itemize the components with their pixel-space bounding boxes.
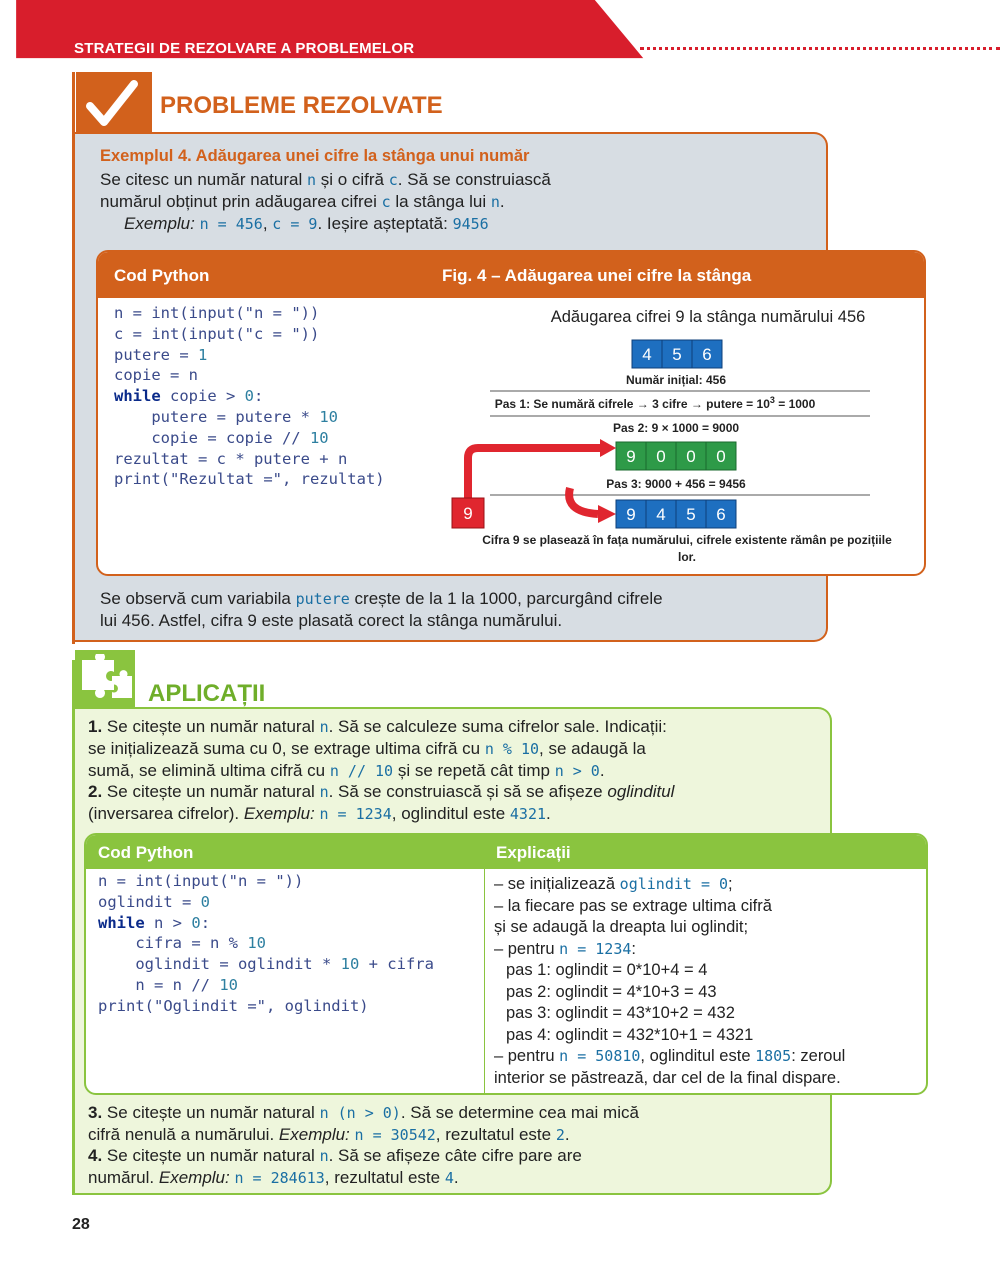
digit: 0 (686, 447, 696, 466)
added-digit: 9 (463, 504, 473, 523)
problem-1-line-1: 1. Se citește un număr natural n. Să se calculeze suma cifrelor sale. Indicații: (88, 717, 667, 736)
expl-step: pas 3: oglindit = 43*10+2 = 432 (506, 1004, 735, 1022)
expl-line: interior se păstrează, dar cel de la final dispare. (494, 1068, 841, 1087)
observation-line-2: lui 456. Astfel, cifra 9 este plasată corect la stânga numărului. (100, 611, 563, 630)
figure-caption-end: lor. (677, 550, 697, 564)
initial-digits (632, 340, 722, 368)
section-title: APLICAȚII (148, 680, 266, 707)
expl-line: – la fiecare pas se extrage ultima cifră (494, 896, 772, 915)
figure-title: Adăugarea cifrei 9 la stânga numărului 456 (550, 308, 866, 326)
step2-label: Pas 2: 9 × 1000 = 9000 (612, 421, 740, 435)
puzzle-icon (78, 654, 134, 706)
problem-2-line-1: 2. Se citește un număr natural n. Să se construiască și să se afișeze oglinditul (88, 782, 675, 801)
explanation-header: Explicații (496, 843, 571, 862)
problem-1-line-2: se inițializează suma cu 0, se extrage ultima cifră cu n % 10, se adaugă la (88, 739, 646, 758)
python-code-block: n = int(input("n = ")) c = int(input("c = ")) putere = 1 copie = n while copie > 0: putere = putere * 10 copie = copie // 10 rezultat = c * putere + n print("Rezultat =", rezultat) (114, 304, 385, 489)
chapter-title: STRATEGII DE REZOLVARE A PROBLEMELOR (74, 40, 415, 57)
example-title: Exemplul 4. Adăugarea unei cifre la stânga unui număr (100, 147, 530, 165)
digit: 6 (702, 345, 712, 364)
code-header: Cod Python (98, 843, 194, 862)
problem-3-line-2: cifră nenulă a numărului. Exemplu: n = 30542, rezultatul este 2. (88, 1125, 570, 1144)
digit: 5 (672, 345, 682, 364)
problem-1-line-3: sumă, se elimină ultima cifră cu n // 10 și se repetă cât timp n > 0. (88, 761, 605, 780)
figure-digit-prepend (450, 302, 920, 572)
digit: 9 (626, 447, 636, 466)
expl-line: – pentru n = 1234: (494, 939, 636, 958)
banner-dotted-line (640, 47, 1000, 50)
section-title: PROBLEME REZOLVATE (160, 92, 443, 119)
problem-2-line-2: (inversarea cifrelor). Exemplu: n = 1234, oglinditul este 4321. (88, 804, 551, 823)
expl-line: – pentru n = 50810, oglinditul este 1805: zeroul (494, 1047, 846, 1065)
statement-line-1: Se citesc un număr natural n și o cifră c. Să se construiască (100, 170, 551, 189)
arrow-head (600, 439, 616, 457)
product-digits (616, 442, 736, 470)
figure-caption: Cifra 9 se plasează în fața numărului, cifrele existente rămân pe pozițiile (482, 533, 892, 547)
expl-step: pas 4: oglindit = 432*10+1 = 4321 (506, 1025, 754, 1044)
step1-label: Pas 1: Se numără cifrele → 3 cifre → putere = $10^3 = 1000$ (494, 395, 816, 411)
digit: 9 (626, 505, 636, 524)
column-divider (484, 869, 485, 1095)
initial-label: Număr inițial: 456 (625, 373, 727, 387)
problem-4-line-2: numărul. Exemplu: n = 284613, rezultatul este 4. (88, 1168, 459, 1187)
problem-4-line-1: 4. Se citește un număr natural n. Să se afișeze câte cifre pare are (88, 1146, 582, 1165)
digit: 4 (656, 505, 666, 524)
code-and-explanation-panel (84, 833, 928, 1095)
example-line: Exemplu: n = 456, c = 9. Ieșire așteptată: 9456 (124, 214, 489, 233)
observation-line-1: Se observă cum variabila putere crește de la 1 la 1000, parcurgând cifrele (100, 589, 663, 608)
code-and-figure-panel (96, 250, 926, 576)
arrow-up (468, 448, 600, 498)
digit: 0 (656, 447, 666, 466)
result-digits (616, 500, 736, 528)
expl-step: pas 2: oglindit = 4*10+3 = 43 (506, 982, 717, 1001)
problem-3-line-1: 3. Se citește un număr natural n (n > 0). Să se determine cea mai mică (88, 1103, 639, 1122)
digit: 4 (642, 345, 652, 364)
expl-line: – se inițializează oglindit = 0; (494, 875, 733, 893)
explanation-list (494, 875, 845, 1090)
figure-header: Fig. 4 – Adăugarea unei cifre la stânga (442, 266, 752, 285)
checkmark-icon (84, 78, 140, 128)
arrow-head (598, 505, 616, 523)
code-header: Cod Python (114, 266, 210, 285)
expl-step: pas 1: oglindit = 0*10+4 = 4 (506, 961, 708, 979)
digit: 0 (716, 447, 726, 466)
digit: 6 (716, 505, 726, 524)
expl-line: și se adaugă la dreapta lui oglindit; (494, 918, 749, 936)
page-number: 28 (72, 1216, 90, 1233)
python-code-block: n = int(input("n = ")) oglindit = 0 while n > 0: cifra = n % 10 oglindit = oglindit * 10 + cifra n = n // 10 print("Oglindit =", oglindit) (98, 872, 434, 1015)
arrow-down (569, 488, 598, 514)
statement-line-2: numărul obținut prin adăugarea cifrei c la stânga lui n. (100, 192, 505, 211)
step3-label: Pas 3: 9000 + 456 = 9456 (606, 477, 746, 491)
digit: 5 (686, 505, 696, 524)
